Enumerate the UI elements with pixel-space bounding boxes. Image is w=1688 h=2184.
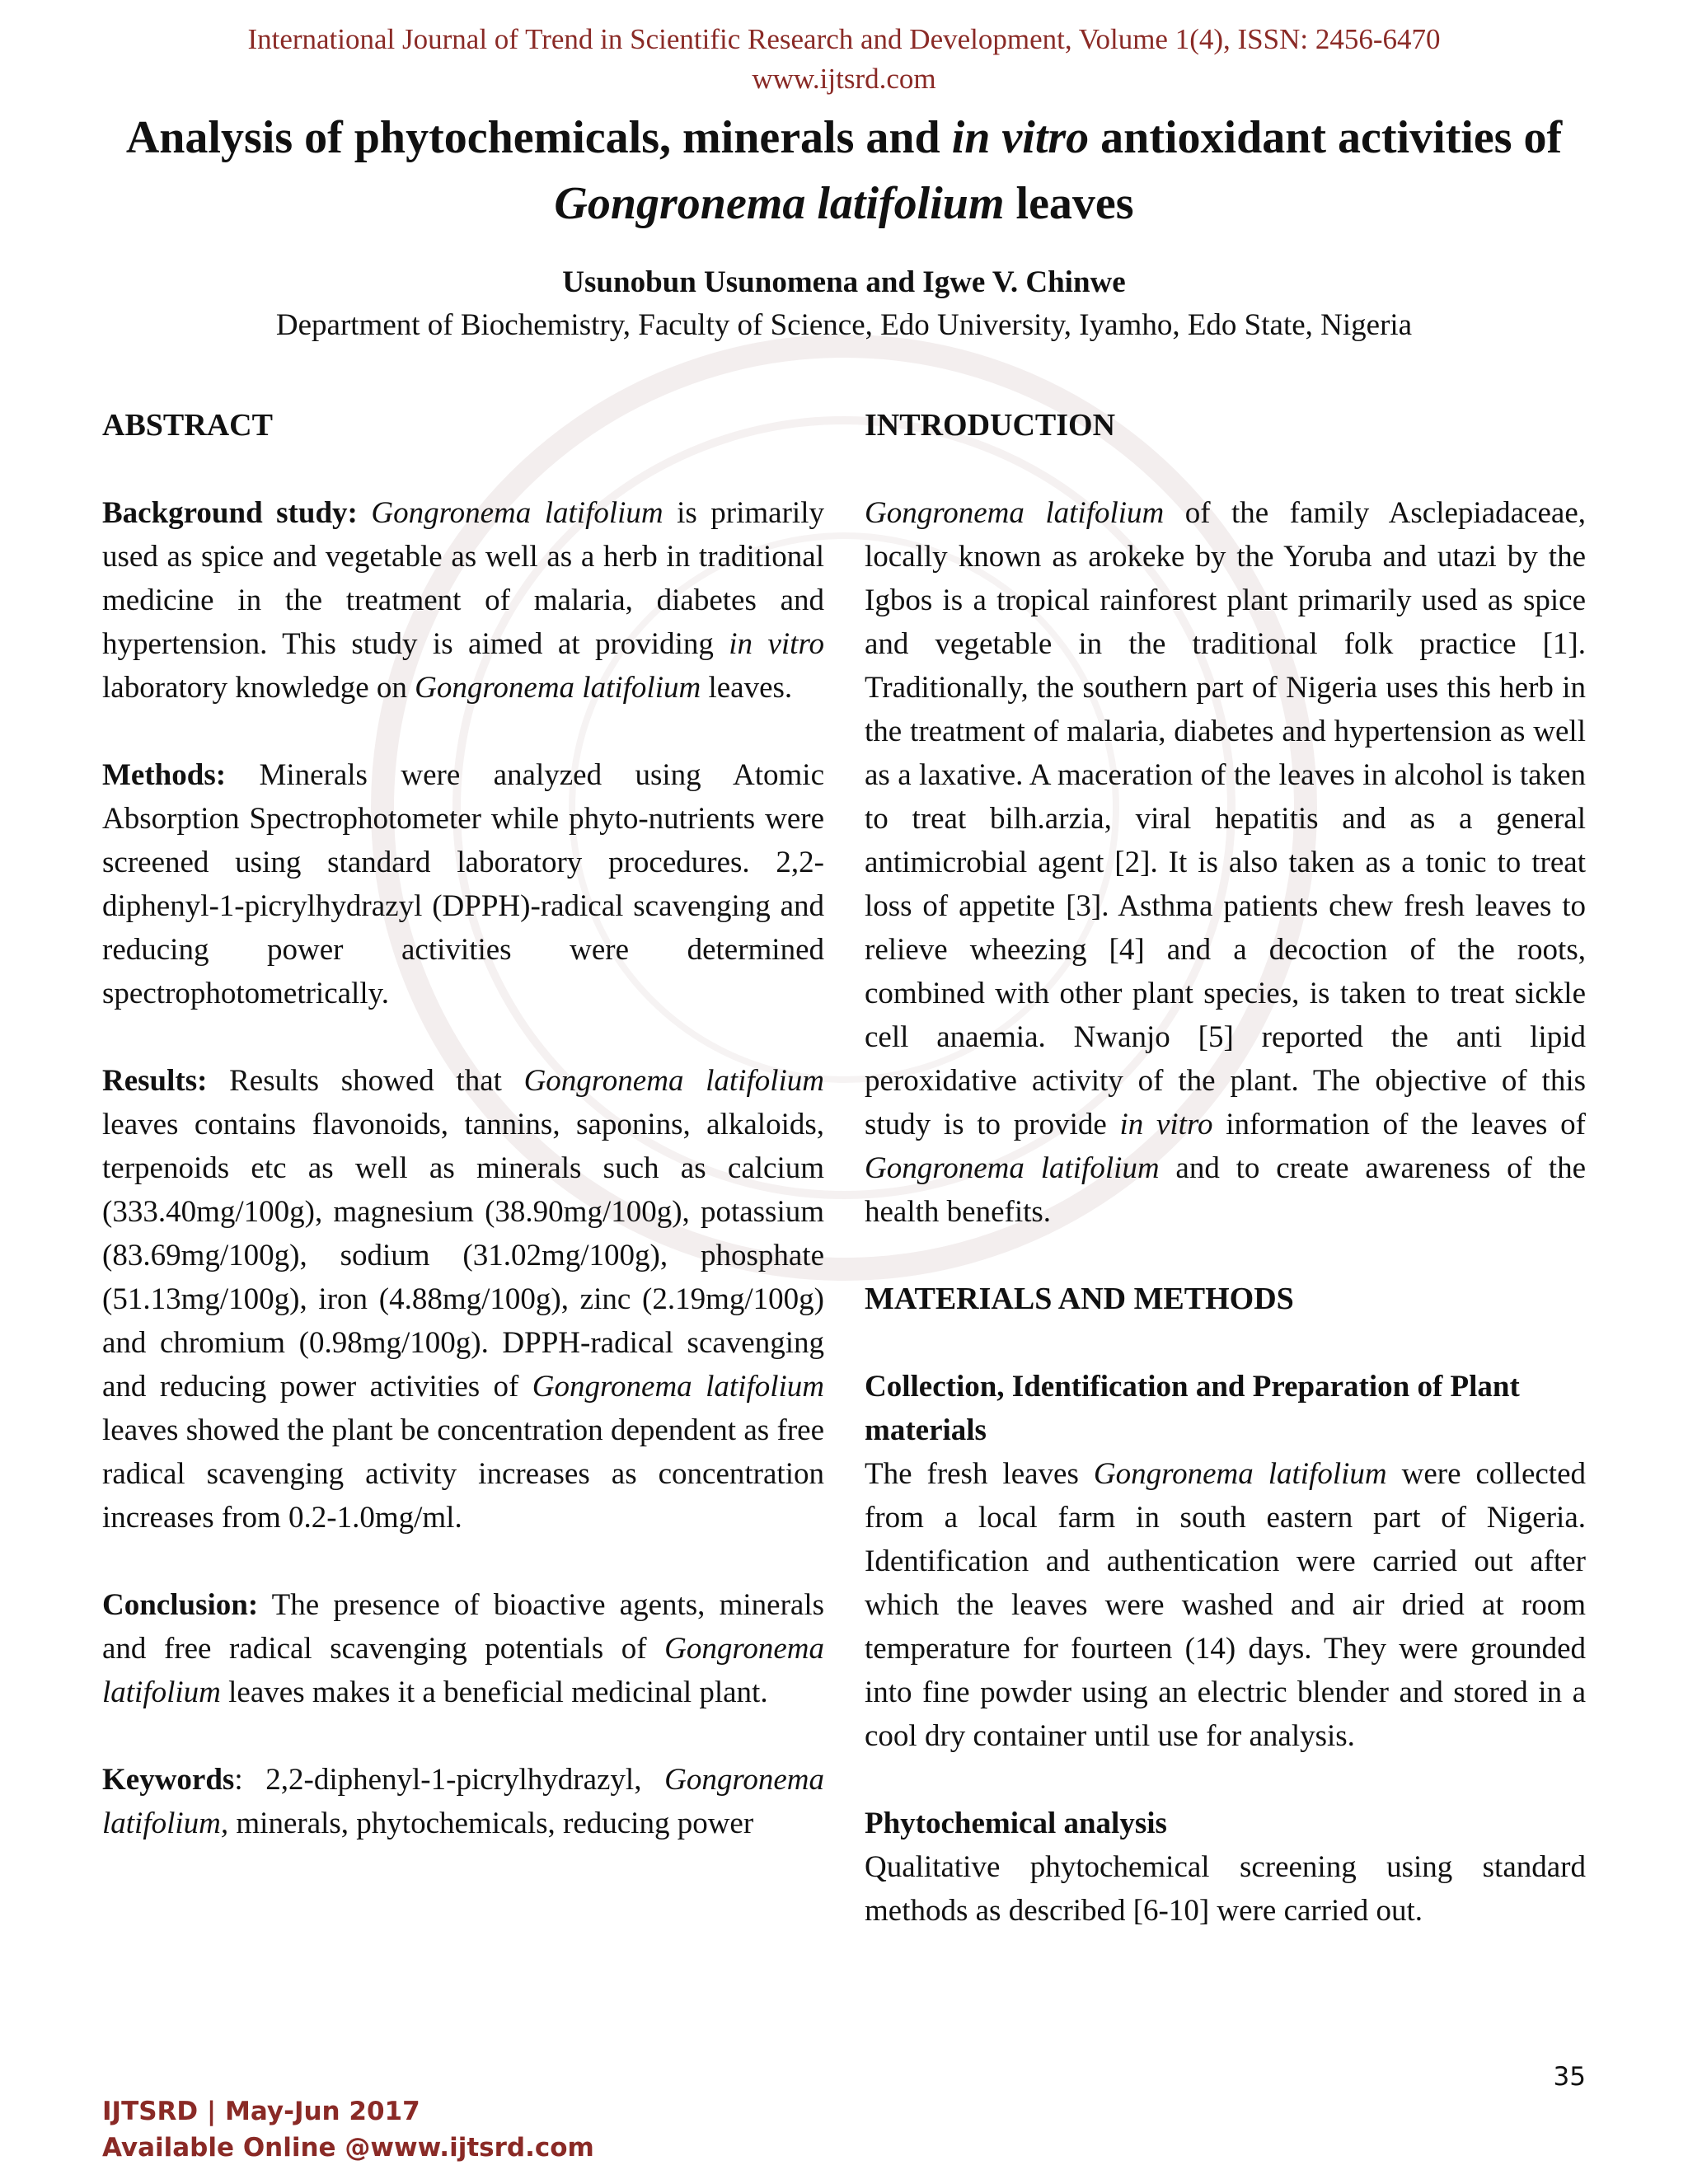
footer-issue: IJTSRD | May-Jun 2017 [102,2097,420,2126]
abstract-methods: Methods: Minerals were analyzed using Atomic Absorption Spectrophotometer while phyto-nutrients were screened using standard laboratory procedures. 2,2-diphenyl-1-picrylhydrazyl (DPPH)-radical scavenging and reducing power activities were determined spectrophotometrically. [102,758,824,1010]
footer-online-link: Available Online @www.ijtsrd.com [102,2133,594,2163]
introduction-text: Gongronema latifolium of the family Asclepiadaceae, locally known as arokeke by the Yoruba and utazi by the Igbos is a tropical rainforest plant primarily used as spice and vegetable in the traditional folk practice [1]. Traditionally, the southern part of Nigeria uses this herb in the treatment of malaria, diabetes and hypertension as well as a laxative. A maceration of the leaves in alcohol is taken to treat bilh.arzia, viral hepatitis and as a general antimicrobial agent [2]. It is also taken as a tonic to treat loss of appetite [3]. Asthma patients chew fresh leaves to relieve wheezing [4] and a decoction of the roots, combined with other plant species, is taken to treat sickle cell anaemia. Nwanjo [5] reported the anti lipid peroxidative activity of the plant. The objective of this study is to provide in vitro information of the leaves of Gongronema latifolium and to create awareness of the health benefits. [865,496,1587,1229]
abstract-results: Results: Results showed that Gongronema latifolium leaves contains flavonoids, tannins, saponins, alkaloids, terpenoids etc as well as minerals such as calcium (333.40mg/100g), magnesium (38.90mg/100g), potassium (83.69mg/100g), sodium (31.02mg/100g), phosphate (51.13mg/100g), iron (4.88mg/100g), zinc (2.19mg/100g) and chromium (0.98mg/100g). DPPH-radical scavenging and reducing power activities of Gongronema latifolium leaves showed the plant be concentration dependent as free radical scavenging activity increases as concentration increases from 0.2-1.0mg/ml. [102,1064,825,1535]
paper-title: Analysis of phytochemicals, minerals and in vitro antioxidant activities of Gongronema latifolium leaves [125,112,1563,229]
left-column [102,404,824,1845]
right-column [865,404,1586,1933]
abstract-background: Background study: Gongronema latifolium is primarily used as spice and vegetable as well as a herb in traditional medicine in the treatment of malaria, diabetes and hypertension. This study is aimed at providing in vitro laboratory knowledge on Gongronema latifolium leaves. [102,496,824,705]
phytochemical-heading: Phytochemical analysis [865,1807,1167,1840]
journal-url: www.ijtsrd.com [752,63,936,95]
phytochemical-text: Qualitative phytochemical screening using standard methods as described [6-10] were carried out. [865,1850,1586,1928]
materials-methods-heading: MATERIALS AND METHODS [865,1282,1294,1316]
affiliation: Department of Biochemistry, Faculty of Science, Edo University, Iyamho, Edo State, Nigeria [275,308,1413,342]
collection-text: The fresh leaves Gongronema latifolium were collected from a local farm in south eastern part of Nigeria. Identification and authentication were carried out after which the leaves were washed and air dried at room temperature for fourteen (14) days. They were grounded into fine powder using an electric blender and stored in a cool dry container until use for analysis. [865,1457,1586,1753]
abstract-conclusion: Conclusion: The presence of bioactive agents, minerals and free radical scavenging potentials of Gongronema latifolium leaves makes it a beneficial medicinal plant. [102,1588,824,1709]
authors: Usunobun Usunomena and Igwe V. Chinwe [562,265,1126,299]
journal-header: International Journal of Trend in Scientific Research and Development, Volume 1(4), ISSN: 2456-6470 [247,23,1441,55]
introduction-heading: INTRODUCTION [865,408,1116,443]
collection-heading: Collection, Identification and Preparation of Plant materials [865,1370,1520,1447]
abstract-heading: ABSTRACT [102,408,273,443]
page-number: 35 [1553,2062,1586,2092]
abstract-keywords: Keywords: 2,2-diphenyl-1-picrylhydrazyl, Gongronema latifolium, minerals, phytochemicals, reducing power [102,1763,824,1840]
